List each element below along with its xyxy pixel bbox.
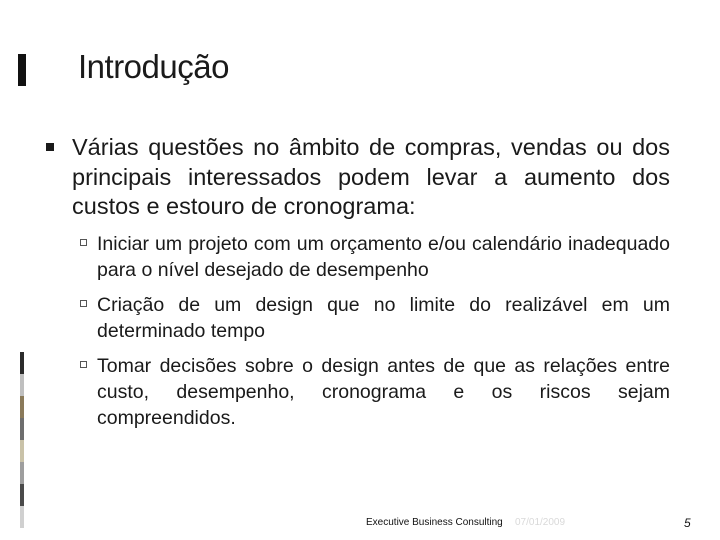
square-bullet-icon — [46, 143, 54, 151]
main-bullet — [46, 133, 670, 222]
slide-title: Introdução — [78, 48, 229, 85]
side-strip-segment — [20, 506, 24, 528]
sub-bullet-text: Criação de um design que no limite do realizável em um determinado tempo — [97, 293, 670, 342]
hollow-square-bullet-icon — [80, 361, 87, 368]
side-strip-segment — [20, 352, 24, 374]
sub-bullet-text: Iniciar um projeto com um orçamento e/ou calendário inadequado para o nível desejado de desempenho — [97, 232, 670, 281]
sub-bullet-text: Tomar decisões sobre o design antes de que as relações entre custo, desempenho, cronograma e os riscos sejam compreendidos. — [97, 354, 670, 429]
side-strip-segment — [20, 418, 24, 440]
hollow-square-bullet-icon — [80, 300, 87, 307]
hollow-square-bullet-icon — [80, 239, 87, 246]
footer-date: 07/01/2009 — [515, 517, 566, 528]
main-bullet-text: Várias questões no âmbito de compras, vendas ou dos principais interessados podem levar a aumento dos custos e estouro de cronograma: — [72, 134, 670, 219]
footer-company: Executive Business Consulting — [366, 517, 503, 528]
side-strip-segment — [20, 374, 24, 396]
sub-bullet — [80, 292, 670, 344]
side-strip-segment — [20, 396, 24, 418]
slide-body — [46, 133, 670, 431]
title-accent-bar — [18, 54, 26, 86]
side-strip-segment — [20, 484, 24, 506]
side-strip-segment — [20, 440, 24, 462]
sub-bullet — [80, 231, 670, 283]
sub-bullet — [80, 353, 670, 431]
page-number: 5 — [684, 516, 691, 530]
side-strip-segment — [20, 462, 24, 484]
